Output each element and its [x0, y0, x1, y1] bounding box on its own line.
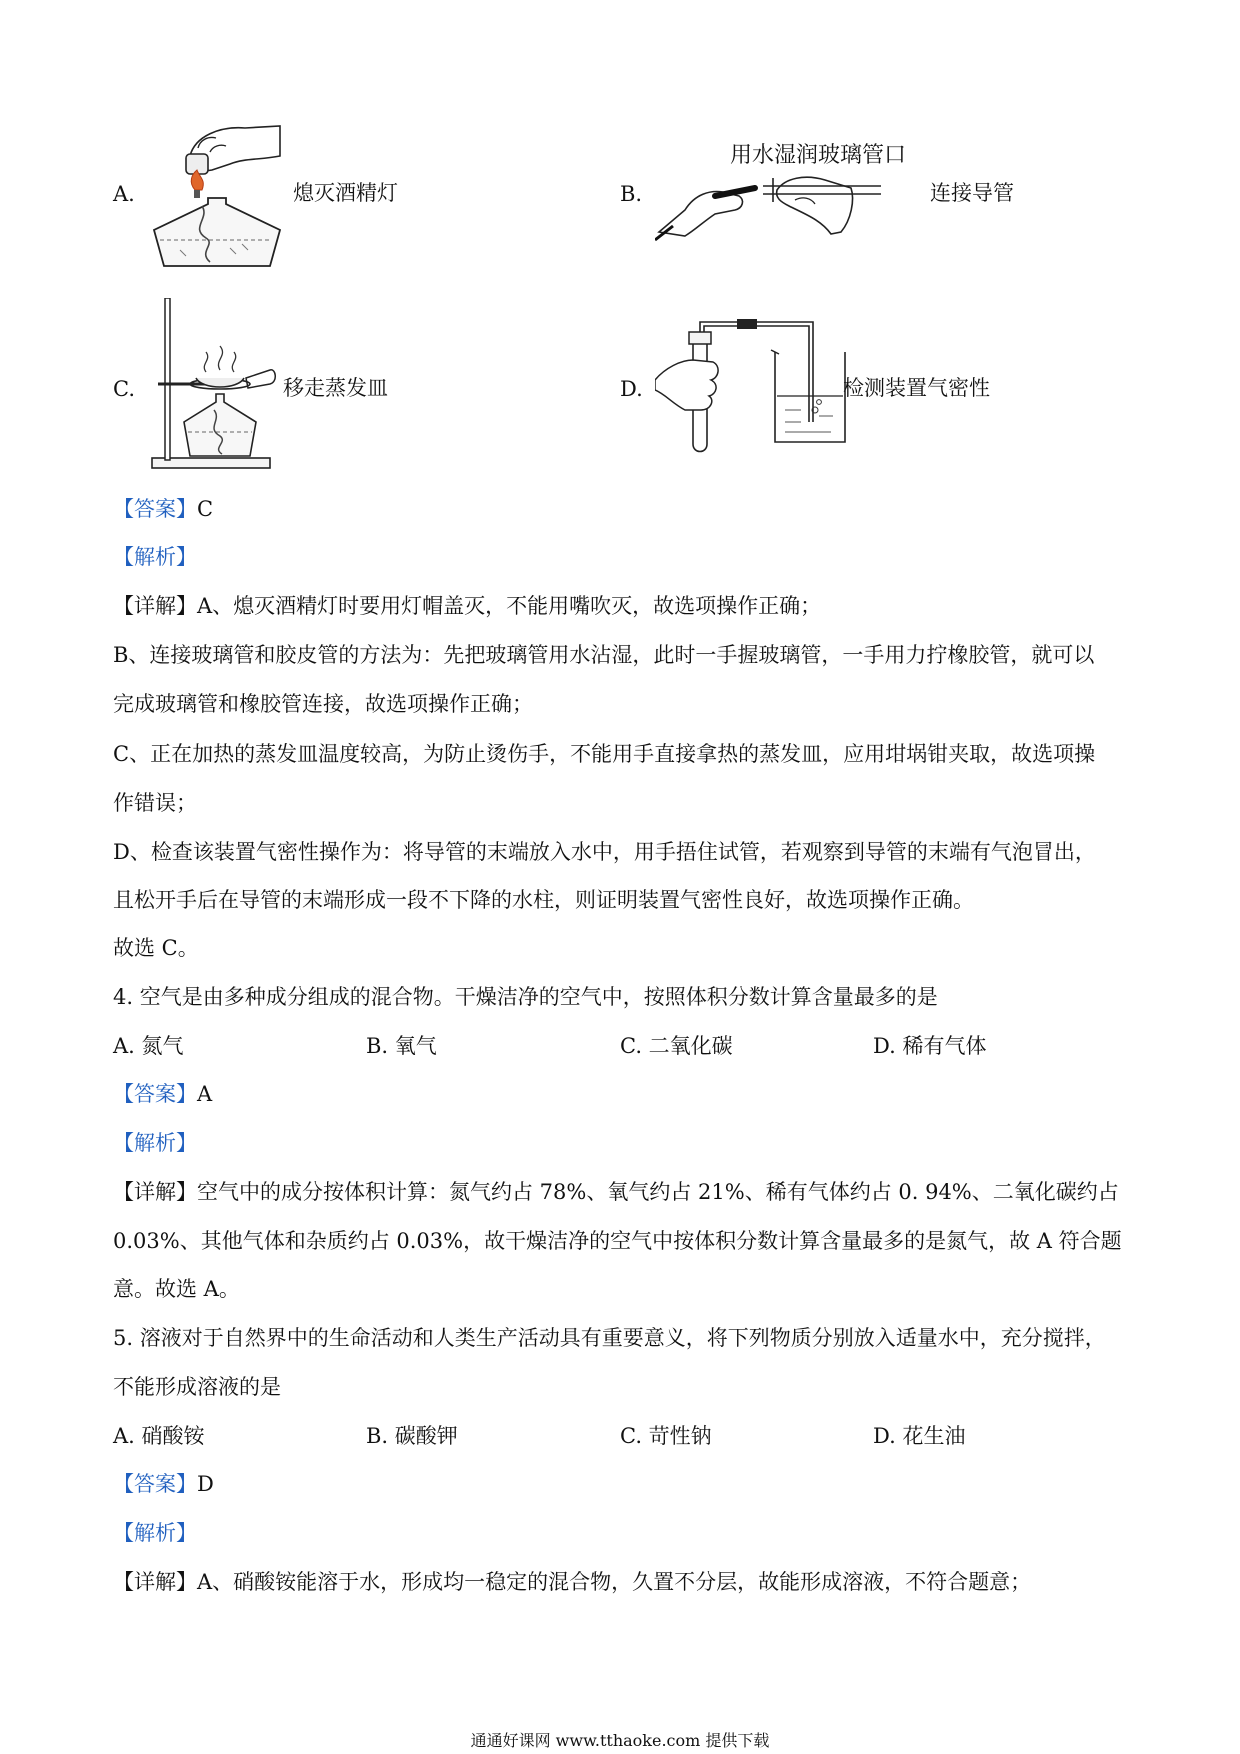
alcohol-lamp-cap-figure	[150, 118, 285, 273]
answer-tag: 【答案】	[113, 1472, 197, 1496]
detail-line: B、连接玻璃管和胶皮管的方法为：先把玻璃管用水沾湿，此时一手握玻璃管，一手用力拧橡胶管，就可以	[113, 643, 1095, 667]
connect-tube-figure	[655, 160, 885, 242]
detail-text: A、熄灭酒精灯时要用灯帽盖灭，不能用嘴吹灭，故选项操作正确；	[197, 594, 822, 618]
detail-line: 完成玻璃管和橡胶管连接，故选项操作正确；	[113, 692, 533, 716]
option-caption: 检测装置气密性	[843, 376, 990, 400]
option-letter: D.	[620, 377, 643, 401]
detail-line: 故选 C。	[113, 936, 199, 960]
analysis-tag: 【解析】	[113, 1131, 197, 1155]
evaporating-dish-figure	[148, 298, 278, 473]
detail-tag: 【详解】	[113, 1570, 197, 1594]
detail-line: C、正在加热的蒸发皿温度较高，为防止烫伤手，不能用手直接拿热的蒸发皿，应用坩埚钳夹取，故选项操	[113, 742, 1096, 766]
detail-line: 且松开手后在导管的末端形成一段不下降的水柱，则证明装置气密性良好，故选项操作正确。	[113, 888, 974, 912]
detail-line: D、检查该装置气密性操作为：将导管的末端放入水中，用手捂住试管，若观察到导管的末端有气泡冒出，	[113, 840, 1096, 864]
answer-value: C	[197, 497, 214, 521]
option: D. 稀有气体	[873, 1034, 987, 1058]
detail-tag: 【详解】	[113, 594, 197, 618]
detail-tag: 【详解】	[113, 1180, 197, 1204]
answer-tag: 【答案】	[113, 1082, 197, 1106]
analysis-tag: 【解析】	[113, 1521, 197, 1545]
detail-line	[113, 1178, 1131, 1206]
answer-line	[113, 1080, 1131, 1108]
answer-value: A	[197, 1082, 213, 1106]
page-footer: 通通好课网 www.tthaoke.com 提供下载	[470, 1731, 770, 1750]
detail-text: A、硝酸铵能溶于水，形成均一稳定的混合物，久置不分层，故能形成溶液，不符合题意；	[197, 1570, 1032, 1594]
analysis-tag: 【解析】	[113, 545, 197, 569]
question-4: 4. 空气是由多种成分组成的混合物。干燥洁净的空气中，按照体积分数计算含量最多的是	[113, 985, 938, 1009]
detail-line	[113, 592, 1131, 620]
answer-line	[113, 495, 1131, 523]
figure-label: 用水湿润玻璃管口	[730, 143, 907, 168]
detail-line: 作错误；	[113, 791, 197, 815]
detail-line: 意。故选 A。	[113, 1277, 240, 1301]
airtightness-test-figure	[655, 318, 855, 458]
option-letter: B.	[620, 182, 643, 206]
option-caption: 连接导管	[930, 181, 1014, 205]
option-letter: A.	[113, 182, 135, 206]
question-5: 5. 溶液对于自然界中的生命活动和人类生产活动具有重要意义，将下列物质分别放入适量水中，充分搅拌，	[113, 1326, 1106, 1350]
option-caption: 移走蒸发皿	[283, 376, 388, 400]
option: A. 硝酸铵	[113, 1424, 205, 1448]
option: C. 苛性钠	[620, 1424, 712, 1448]
option: D. 花生油	[873, 1424, 966, 1448]
detail-text: 空气中的成分按体积计算：氮气约占 78%、氧气约占 21%、稀有气体约占 0. 94%、二氧化碳约占	[197, 1180, 1119, 1204]
detail-line	[113, 1568, 1131, 1596]
answer-tag: 【答案】	[113, 497, 197, 521]
option: A. 氮气	[113, 1034, 184, 1058]
option: C. 二氧化碳	[620, 1034, 733, 1058]
question-5-cont: 不能形成溶液的是	[113, 1375, 281, 1399]
answer-line	[113, 1470, 1131, 1498]
option-letter: C.	[113, 377, 135, 401]
option: B. 碳酸钾	[366, 1424, 458, 1448]
option-caption: 熄灭酒精灯	[293, 181, 398, 205]
answer-value: D	[197, 1472, 214, 1496]
detail-line: 0.03%、其他气体和杂质约占 0.03%，故干燥洁净的空气中按体积分数计算含量最多的是氮气，故 A 符合题	[113, 1229, 1122, 1253]
option: B. 氧气	[366, 1034, 437, 1058]
